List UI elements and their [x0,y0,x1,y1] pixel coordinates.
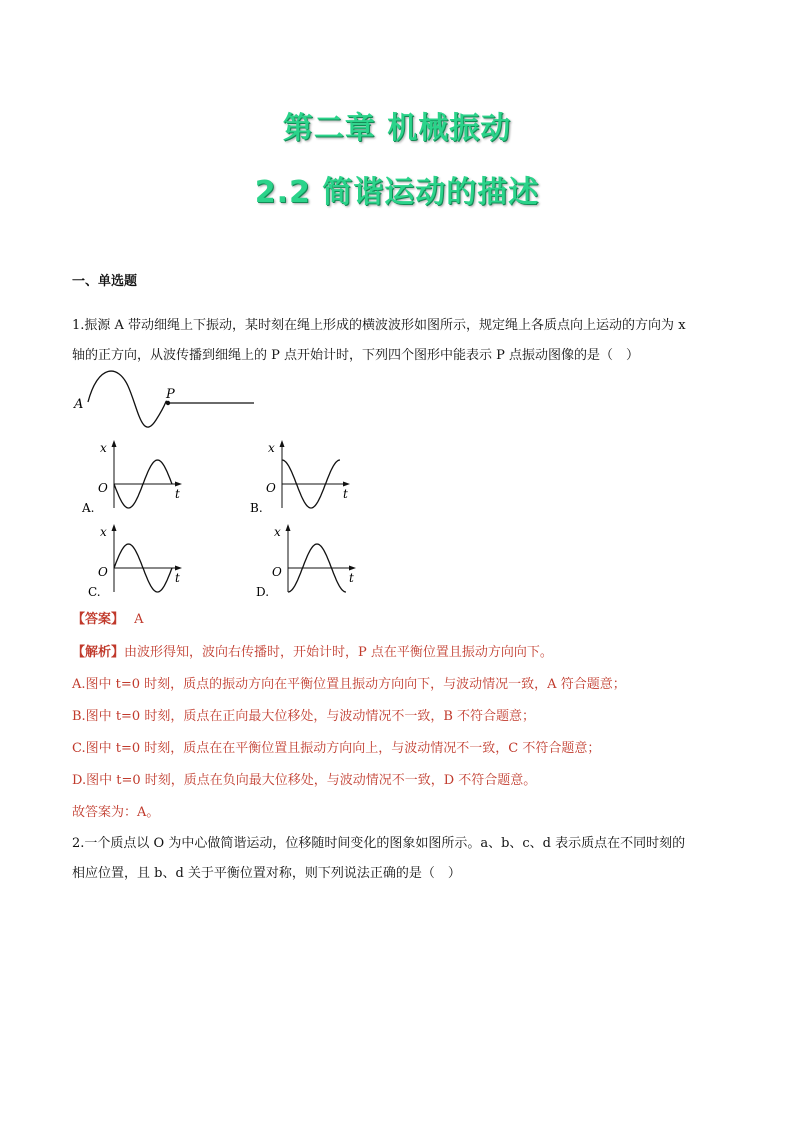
option-label-d: D. [256,585,270,599]
option-label-a: A. [82,501,95,515]
axis-label-x: x [100,441,107,455]
option-graph-a [78,438,190,516]
explain-b: B.图中 t=0 时刻，质点在正向最大位移处，与波动情况不一致，B 不符合题意； [72,709,536,724]
axis-label-t: t [175,571,180,585]
wave-figure [70,370,260,436]
answer-line [72,610,144,630]
label-a: A [74,397,84,412]
option-graph-b [246,438,358,516]
label-p: P [166,387,175,402]
axis-label-t: t [349,571,354,585]
analysis-line [72,643,553,663]
answer-label: 【答案】 [72,612,125,627]
axis-label-x: x [100,525,107,539]
q2-text-line1: 2.一个质点以 O 为中心做简谐运动，位移随时间变化的图象如图所示。a、b、c、d 表示质点在不同时刻的 [72,836,686,851]
axis-label-x: x [274,525,281,539]
q2-text-line2: 相应位置，且 b、d 关于平衡位置对称，则下列说法正确的是（ ） [72,866,461,881]
origin-label: O [272,565,282,579]
explain-c: C.图中 t=0 时刻，质点在在平衡位置且振动方向向上，与波动情况不一致，C 不符合题意； [72,741,601,756]
axis-label-t: t [343,487,348,501]
explain-d: D.图中 t=0 时刻，质点在负向最大位移处，与波动情况不一致，D 不符合题意。 [72,773,537,788]
answer-value: A [134,612,144,627]
analysis-text: 由波形得知，波向右传播时，开始计时，P 点在平衡位置且振动方向向下。 [124,645,553,660]
section-title: 2.2 简谐运动的描述 [254,175,540,210]
explain-a: A.图中 t=0 时刻，质点的振动方向在平衡位置且振动方向向下，与波动情况一致，A 符合题意； [72,677,626,692]
q1-text-line1: 1.振源 A 带动细绳上下振动，某时刻在绳上形成的横波波形如图所示，规定绳上各质点向上运动的方向为 x [72,318,686,333]
axis-label-t: t [175,487,180,501]
option-graph-c [78,522,190,600]
option-graph-d [252,522,364,600]
origin-label: O [266,481,276,495]
wave-curve [88,371,168,427]
section-heading: 一、单选题 [72,274,138,289]
origin-label: O [98,481,108,495]
chapter-title: 第二章 机械振动 [282,111,512,146]
origin-label: O [98,565,108,579]
axis-label-x: x [268,441,275,455]
option-label-c: C. [88,585,101,599]
option-label-b: B. [250,501,263,515]
analysis-label: 【解析】 [72,645,125,660]
conclusion: 故答案为：A。 [72,805,160,820]
q1-text-line2: 轴的正方向，从波传播到细绳上的 P 点开始计时，下列四个图形中能表示 P 点振动图像的是（ ） [72,348,640,363]
